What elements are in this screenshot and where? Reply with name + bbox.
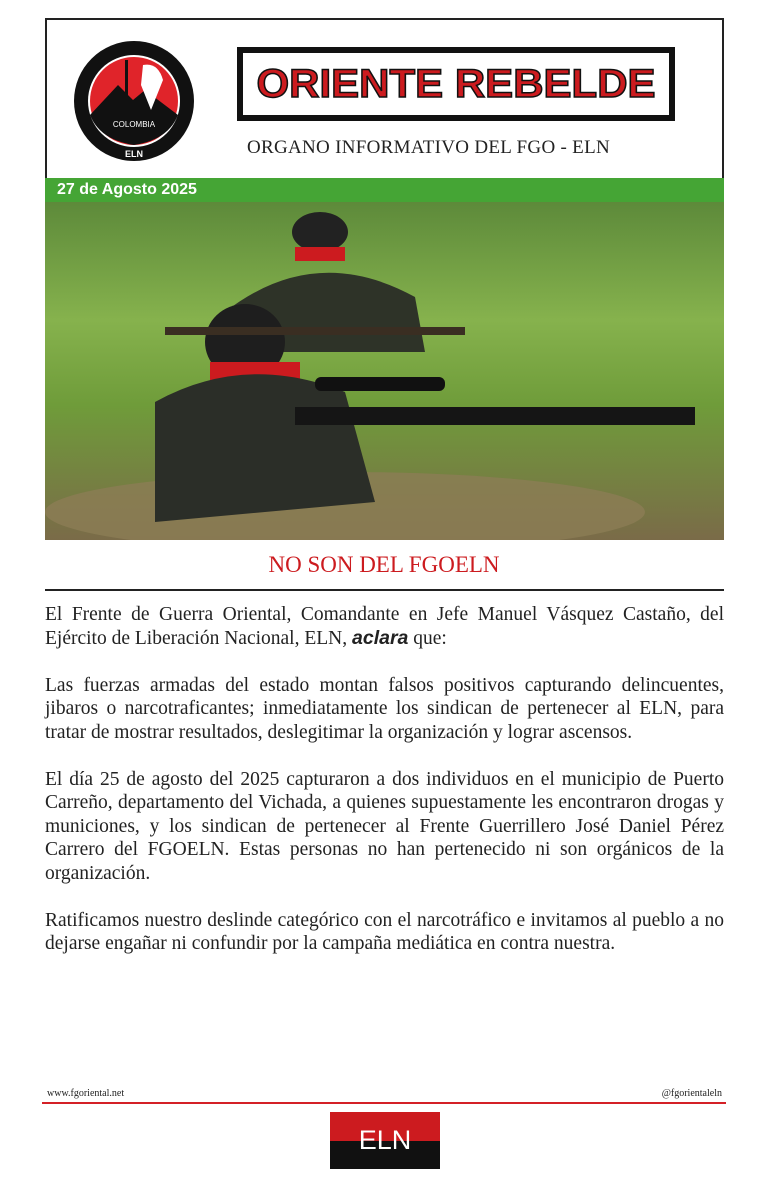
masthead-title: ORIENTE REBELDE [256,61,656,106]
masthead-subtitle: ORGANO INFORMATIVO DEL FGO - ELN [247,137,611,158]
website-link[interactable]: www.fgoriental.net [47,1088,125,1099]
paragraph-1-end: que: [408,627,447,649]
masthead-header [45,18,724,179]
title-divider [45,589,724,591]
eln-logo [73,40,195,162]
eln-flag [330,1112,440,1169]
paragraph-1 [45,603,724,650]
emphasis-aclara: aclara [352,626,409,649]
paragraph-3: El día 25 de agosto del 2025 capturaron a dos individuos en el municipio de Puerto Carreño, departamento del Vichada, a quienes supuestamente les encontraron drogas y municiones, y los sindican de pertenecer al Frente Guerrillero José Daniel Pérez Carrero del FGOELN. Estas personas no han pertenecido ni son orgánicos de la organización. [45,768,724,884]
article-body [45,603,724,979]
paragraph-4: Ratificamos nuestro deslinde categórico con el narcotráfico e invitamos al pueblo a no dejarse engañar ni confundir por la campaña mediática en contra nuestra. [45,909,724,954]
masthead-title-box [237,47,675,121]
social-handle[interactable]: @fgorientaleln [661,1088,722,1099]
paragraph-1-text: El Frente de Guerra Oriental, Comandante en Jefe Manuel Vásquez Castaño, del Ejército de Liberación Nacional, ELN, [45,604,724,649]
svg-text:ELN: ELN [125,149,143,159]
svg-text:COLOMBIA: COLOMBIA [112,120,156,129]
article-photo [45,202,724,540]
issue-date: 27 de Agosto 2025 [45,178,724,202]
flag-text: ELN [358,1125,412,1155]
footer-divider [42,1102,726,1104]
paragraph-2: Las fuerzas armadas del estado montan falsos positivos capturando delincuentes, jibaros o narcotraficantes; inmediatamente los sindican de pertenecer al ELN, para tratar de mostrar resultados, deslegitimar la organización y lograr ascensos. [45,674,724,743]
article-title: NO SON DEL FGOELN [268,552,500,577]
